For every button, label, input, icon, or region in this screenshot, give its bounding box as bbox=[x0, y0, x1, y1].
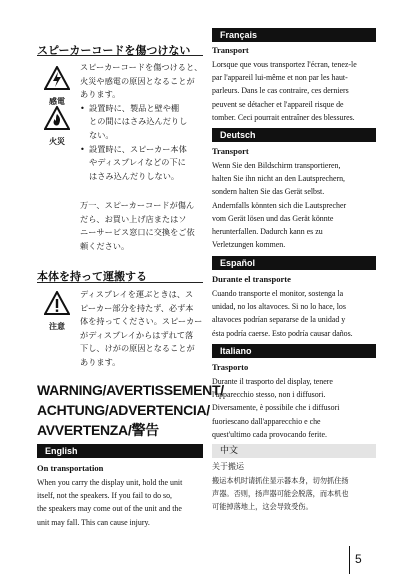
title-line: AVVERTENZA/警告 bbox=[37, 422, 159, 438]
bullet-item bbox=[80, 102, 204, 143]
section-title-carry: 本体を持って運搬する bbox=[37, 270, 147, 283]
text-line: Andernfalls könnten sich die Lautsprecher bbox=[212, 200, 347, 210]
text-line: unidad, no los altavoces. Si no lo hace, los bbox=[212, 302, 346, 312]
caution-icon bbox=[44, 291, 70, 315]
title-line: ACHTUNG/ADVERTENCIA/ bbox=[37, 402, 210, 418]
lang-header-italiano: Italiano bbox=[212, 344, 376, 358]
text-line: だら、お買い上げ店またはソ bbox=[80, 213, 187, 224]
section-title-speaker-cord: スピーカーコードを傷つけない bbox=[37, 44, 191, 57]
speaker-cord-text-cont bbox=[37, 199, 207, 253]
text-line: altavoces podrían separarse de la unidad y bbox=[212, 315, 346, 325]
page-number-rule bbox=[349, 546, 350, 574]
caution-symbol bbox=[37, 291, 77, 332]
bullet-item bbox=[80, 143, 204, 184]
text-line: fuoriescano dall'apparecchio e che bbox=[212, 416, 321, 426]
text-line: parleurs. Dans le cas contraire, ces derniers bbox=[212, 86, 349, 96]
text-line: When you carry the display unit, hold the unit bbox=[37, 478, 183, 487]
text-line: vom Gerät lösen und das Gerät könnte bbox=[212, 213, 334, 223]
text-line: Durante il trasporto del display, tenere bbox=[212, 377, 333, 386]
divider bbox=[37, 282, 203, 283]
text-line: 声器。否则，扬声器可能会脱落，而本机也 bbox=[212, 489, 349, 499]
text-line: herunterfallen. Dadurch kann es zu bbox=[212, 227, 323, 237]
text-line: quest'ultimo cada provocando ferite. bbox=[212, 429, 327, 439]
text-line: halten Sie ihn nicht an den Lautsprechern, bbox=[212, 174, 346, 184]
text-line: あります。 bbox=[80, 89, 121, 100]
fire-label: 火災 bbox=[49, 137, 65, 146]
section-body-chinese bbox=[212, 474, 382, 514]
text-line: 下し、けがの原因となることが bbox=[80, 343, 195, 354]
text-line: tomber. Ceci pourrait entraîner des blessures. bbox=[212, 112, 355, 122]
text-line: the speakers may come out of the unit and the bbox=[37, 504, 182, 514]
warning-main-title bbox=[37, 380, 224, 440]
section-heading-francais: Transport bbox=[212, 45, 249, 55]
text-line: peuvent se détacher et l'appareil risque de bbox=[212, 99, 344, 109]
fire-warning-symbol bbox=[37, 106, 77, 147]
lang-header-espanol: Español bbox=[212, 256, 376, 270]
text-line: • 設置時に、製品と壁や棚 bbox=[89, 102, 180, 113]
section-heading-english: On transportation bbox=[37, 463, 104, 473]
text-line: Lorsque que vous transportez l'écran, tenez-le bbox=[212, 60, 357, 69]
section-heading-chinese: 关于搬运 bbox=[212, 462, 244, 471]
lang-header-francais: Français bbox=[212, 28, 376, 42]
text-line: sondern halten Sie das Gerät selbst. bbox=[212, 187, 325, 197]
text-line: unit may fall. This can cause injury. bbox=[37, 517, 150, 527]
caution-label: 注意 bbox=[49, 322, 65, 331]
text-line: やディスプレイなどの下に bbox=[89, 157, 186, 168]
text-line: ニーサービス窓口に交換をご依 bbox=[80, 227, 195, 238]
text-line: ディスプレイを運ぶときは、ス bbox=[80, 289, 194, 299]
text-line: Wenn Sie den Bildschirm transportieren, bbox=[212, 161, 341, 170]
shock-label: 感電 bbox=[49, 97, 65, 106]
lang-header-english: English bbox=[37, 444, 203, 458]
text-line: 万一、スピーカーコードが傷ん bbox=[80, 200, 195, 210]
text-line: itself, not the speakers. If you fail to do so, bbox=[37, 491, 172, 501]
text-line: がディスプレイからはずれて落 bbox=[80, 329, 194, 340]
section-body-francais bbox=[212, 58, 382, 124]
text-line: Cuando transporte el monitor, sostenga la bbox=[212, 289, 344, 298]
text-line: l'apparecchio stesso, non i diffusori. bbox=[212, 390, 326, 400]
fire-icon bbox=[44, 106, 70, 130]
lang-header-chinese: 中文 bbox=[212, 444, 376, 458]
speaker-cord-text bbox=[80, 61, 204, 183]
section-body-espanol bbox=[212, 287, 382, 340]
section-heading-deutsch: Transport bbox=[212, 146, 249, 156]
section-heading-espanol: Durante el transporte bbox=[212, 274, 291, 284]
section-body-english bbox=[37, 476, 212, 529]
lang-header-deutsch: Deutsch bbox=[212, 128, 376, 142]
text-line: Diversamente, è possibile che i diffusori bbox=[212, 403, 340, 413]
text-line: 体を持ってください。スピーカー bbox=[80, 316, 203, 327]
text-line: 火災や感電の原因となることが bbox=[80, 75, 195, 86]
text-line: ピーカー部分を持たず、必ず本 bbox=[80, 302, 194, 313]
text-line: はさみ込んだりしない。 bbox=[89, 170, 180, 181]
shock-warning-symbol bbox=[37, 66, 77, 107]
text-line: あります。 bbox=[80, 356, 121, 367]
electric-shock-icon bbox=[44, 66, 70, 90]
page-number: 5 bbox=[355, 552, 362, 566]
text-line: par l'appareil lui-même et non par les haut- bbox=[212, 73, 348, 83]
text-line: 搬运本机时请抓住显示器本身，切勿抓住扬 bbox=[212, 476, 349, 485]
text-line: ésta podría caerse. Esto podría causar daños. bbox=[212, 328, 353, 338]
text-line: 頼ください。 bbox=[80, 240, 130, 251]
carry-text bbox=[80, 288, 204, 370]
text-line: Verletzungen kommen. bbox=[212, 240, 286, 250]
text-line: ない。 bbox=[89, 129, 114, 140]
text-line: スピーカーコードを傷つけると、 bbox=[80, 62, 203, 72]
section-body-deutsch bbox=[212, 159, 382, 251]
text-line: • 設置時に、スピーカー本体 bbox=[89, 143, 187, 154]
title-line: WARNING/AVERTISSEMENT/ bbox=[37, 382, 224, 398]
divider bbox=[37, 55, 203, 56]
text-line: 可能掉落地上，这会导致受伤。 bbox=[212, 502, 313, 512]
section-heading-italiano: Trasporto bbox=[212, 362, 249, 372]
text-line: との間にはさみ込んだりし bbox=[89, 116, 188, 127]
section-body-italiano bbox=[212, 375, 382, 441]
